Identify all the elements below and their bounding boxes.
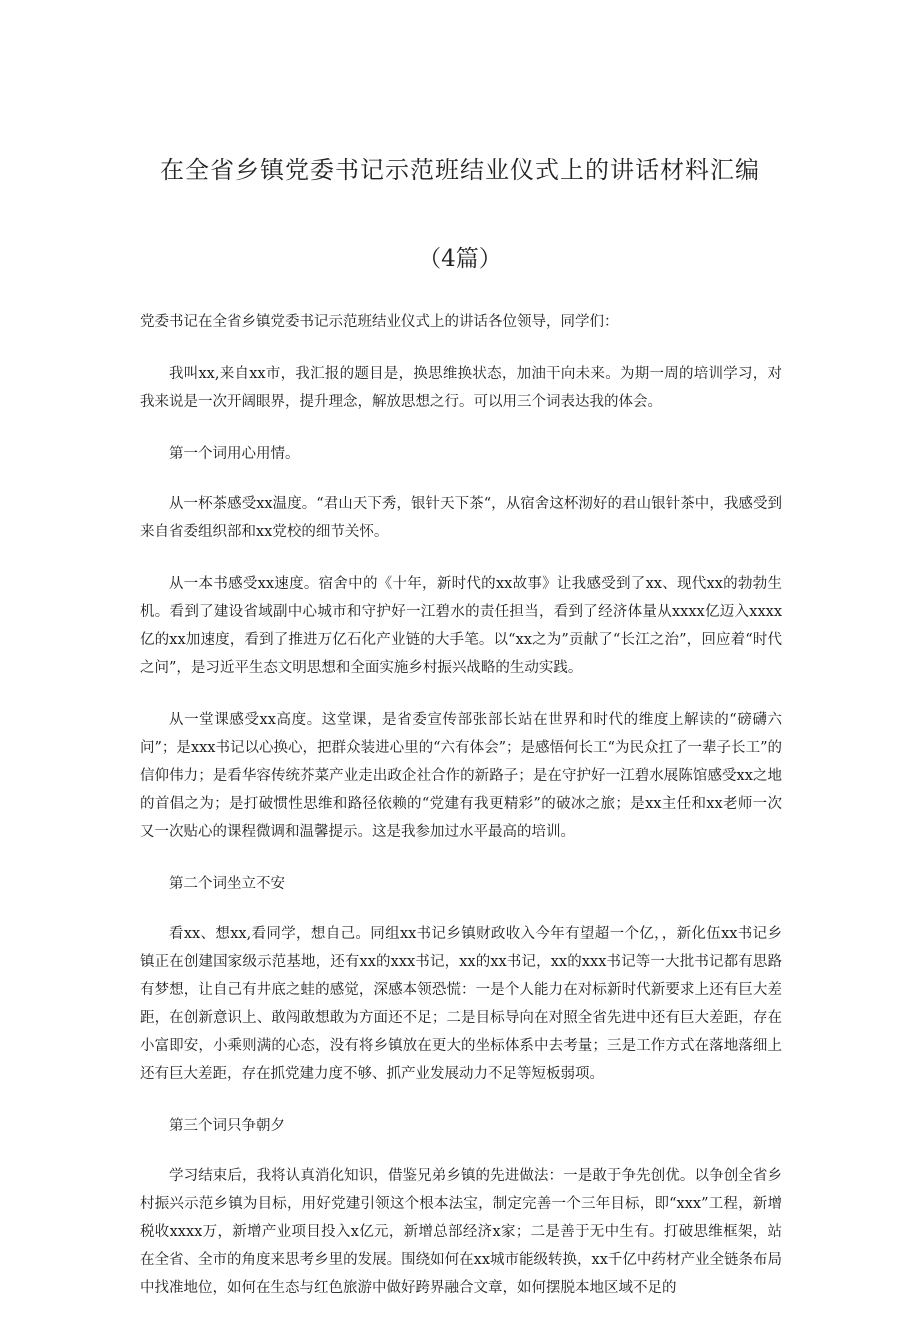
document-title: 在全省乡镇党委书记示范班结业仪式上的讲话材料汇编 <box>160 156 760 184</box>
body-paragraph: 从一堂课感受xx高度。这堂课，是省委宣传部张部长站在世界和时代的维度上解读的“磅礴六问”；是xxx书记以心换心，把群众装进心里的“六有体会”；是感悟何长工“为民众扛了一辈子长工”的信仰伟力；是看华容传统芥菜产业走出政企社合作的新路子；是在守护好一江碧水展陈馆感受xx之地的首倡之为；是打破惯性思维和路径依赖的“党建有我更精彩”的破冰之旅；是xx主任和xx老师一次又一次贴心的课程微调和温馨提示。这是我参加过水平最高的培训。 <box>140 712 782 840</box>
section-heading-2: 第二个词坐立不安 <box>169 876 285 892</box>
document-body <box>140 308 782 1326</box>
body-paragraph: 从一杯茶感受xx温度。“君山天下秀，银针天下茶“，从宿舍这杯沏好的君山银针茶中，我感受到来自省委组织部和xx党校的细节关怀。 <box>140 496 782 540</box>
document-subtitle: （4篇） <box>418 246 502 272</box>
section-heading-1: 第一个词用心用情。 <box>169 446 300 462</box>
salutation-paragraph: 党委书记在全省乡镇党委书记示范班结业仪式上的讲话各位领导，同学们： <box>140 314 619 330</box>
body-paragraph: 从一本书感受xx速度。宿舍中的《十年，新时代的xx故事》让我感受到了xx、现代xx的勃勃生机。看到了建设省域副中心城市和守护好一江碧水的责任担当，看到了经济体量从xxxx亿迈入xxxx亿的xx加速度，看到了推进万亿石化产业链的大手笔。以“xx之为”贡献了“长江之治”，回应着“时代之问”，是习近平生态文明思想和全面实施乡村振兴战略的生动实践。 <box>140 576 782 676</box>
body-paragraph: 看xx、想xx,看同学，想自己。同组xx书记乡镇财政收入今年有望超一个亿，，新化伍xx书记乡镇正在创建国家级示范基地，还有xx的xxx书记，xx的xx书记，xx的xxx书记等一大批书记都有思路有梦想，让自己有井底之蛙的感觉，深感本领恐慌：一是个人能力在对标新时代新要求上还有巨大差距，在创新意识上、敢闯敢想敢为方面还不足；二是目标导向在对照全省先进中还有巨大差距，存在小富即安，小乘则满的心态，没有将乡镇放在更大的坐标体系中去考量；三是工作方式在落地落细上还有巨大差距，存在抓党建力度不够、抓产业发展动力不足等短板弱项。 <box>140 926 782 1082</box>
section-heading-3: 第三个词只争朝夕 <box>169 1118 285 1134</box>
body-paragraph: 学习结束后，我将认真消化知识，借鉴兄弟乡镇的先进做法：一是敢于争先创优。以争创全省乡村振兴示范乡镇为目标，用好党建引领这个根本法宝，制定完善一个三年目标，即“xxx”工程，新增税收xxxx万，新增产业项目投入x亿元，新增总部经济x家；二是善于无中生有。打破思维框架，站在全省、全市的角度来思考乡里的发展。围绕如何在xx城市能级转换，xx千亿中药材产业全链条布局中找准地位，如何在生态与红色旅游中做好跨界融合文章，如何摆脱本地区域不足的 <box>140 1168 782 1296</box>
body-paragraph: 我叫xx,来自xx市，我汇报的题目是，换思维换状态，加油干向未来。为期一周的培训学习，对我来说是一次开阔眼界，提升理念，解放思想之行。可以用三个词表达我的体会。 <box>140 366 782 410</box>
